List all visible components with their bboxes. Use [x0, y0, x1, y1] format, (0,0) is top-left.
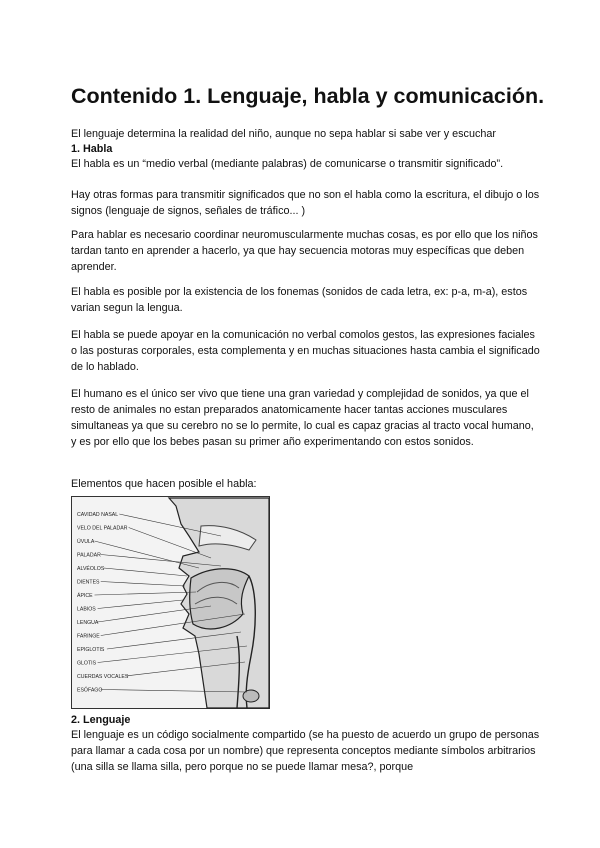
figure-label: DIENTES [77, 579, 100, 586]
figure-label: FARINGE [77, 633, 100, 640]
figure-label: CUERDAS VOCALES [77, 674, 129, 680]
figure-caption: Elementos que hacen posible el habla: [71, 478, 257, 490]
vocal-tract-figure [71, 496, 270, 709]
paragraph: El humano es el único ser vivo que tiene una gran variedad y complejidad de sonidos, ya que el resto de animales no estan preparados anatomicamente hacer tantas acciones musculares simultaneas ya que su cerebro no se lo permite, lo cual es capaz gracias al tracto vocal humano, y es por ello que los bebes pasan su primer año experimentando con estos sonidos. [71, 388, 534, 448]
vocal-tract-illustration [71, 496, 270, 709]
figure-label: ALVÉOLOS [77, 566, 105, 572]
figure-label: VELO DEL PALADAR [77, 525, 128, 532]
paragraph: El lenguaje es un código socialmente compartido (se ha puesto de acuerdo un grupo de personas para llamar a cada cosa por un nombre) que representa conceptos mediante símbolos arbitrarios (una silla se llama silla, pero porque no se puede llamar mesa?, porque [71, 729, 540, 773]
paragraph: El habla se puede apoyar en la comunicación no verbal comolos gestos, las expresiones faciales o las posturas corporales, esta complementa y en muchas situaciones hasta cambia el significado de lo hablado. [71, 329, 540, 373]
paragraph: El habla es posible por la existencia de los fonemas (sonidos de cada letra, ex: p-a, m-a), estos varian segun la lengua. [71, 286, 528, 314]
figure-label: GLOTIS [77, 660, 97, 667]
figure-label: CAVIDAD NASAL [77, 512, 119, 518]
paragraph: Hay otras formas para transmitir significados que no son el habla como la escritura, el dibujo o los signos (lenguaje de signos, señales de tráfico... ) [71, 189, 540, 217]
intro-paragraph: El lenguaje determina la realidad del niño, aunque no sepa hablar si sabe ver y escuchar [71, 128, 496, 140]
figure-label: ÚVULA [77, 539, 95, 545]
figure-label: ÁPICE [77, 593, 93, 599]
figure-label: LENGUA [77, 620, 99, 626]
paragraph: Para hablar es necesario coordinar neuromuscularmente muchas cosas, es por ello que los niños tardan tanto en aprender a hacerlo, ya que hay secuencia motoras muy específicas que deben aprender. [71, 229, 538, 273]
figure-label: ESÓFAGO [77, 687, 103, 694]
figure-label: LABIOS [77, 606, 96, 613]
figure-label: EPIGLOTIS [77, 647, 105, 653]
page-title: Contenido 1. Lenguaje, habla y comunicación. [71, 84, 545, 108]
section-heading-habla: 1. Habla [71, 143, 113, 155]
paragraph: El habla es un “medio verbal (mediante palabras) de comunicarse o transmitir significado”. [71, 158, 504, 170]
section-heading-lenguaje: 2. Lenguaje [71, 714, 131, 726]
figure-label: PALADAR [77, 552, 101, 559]
